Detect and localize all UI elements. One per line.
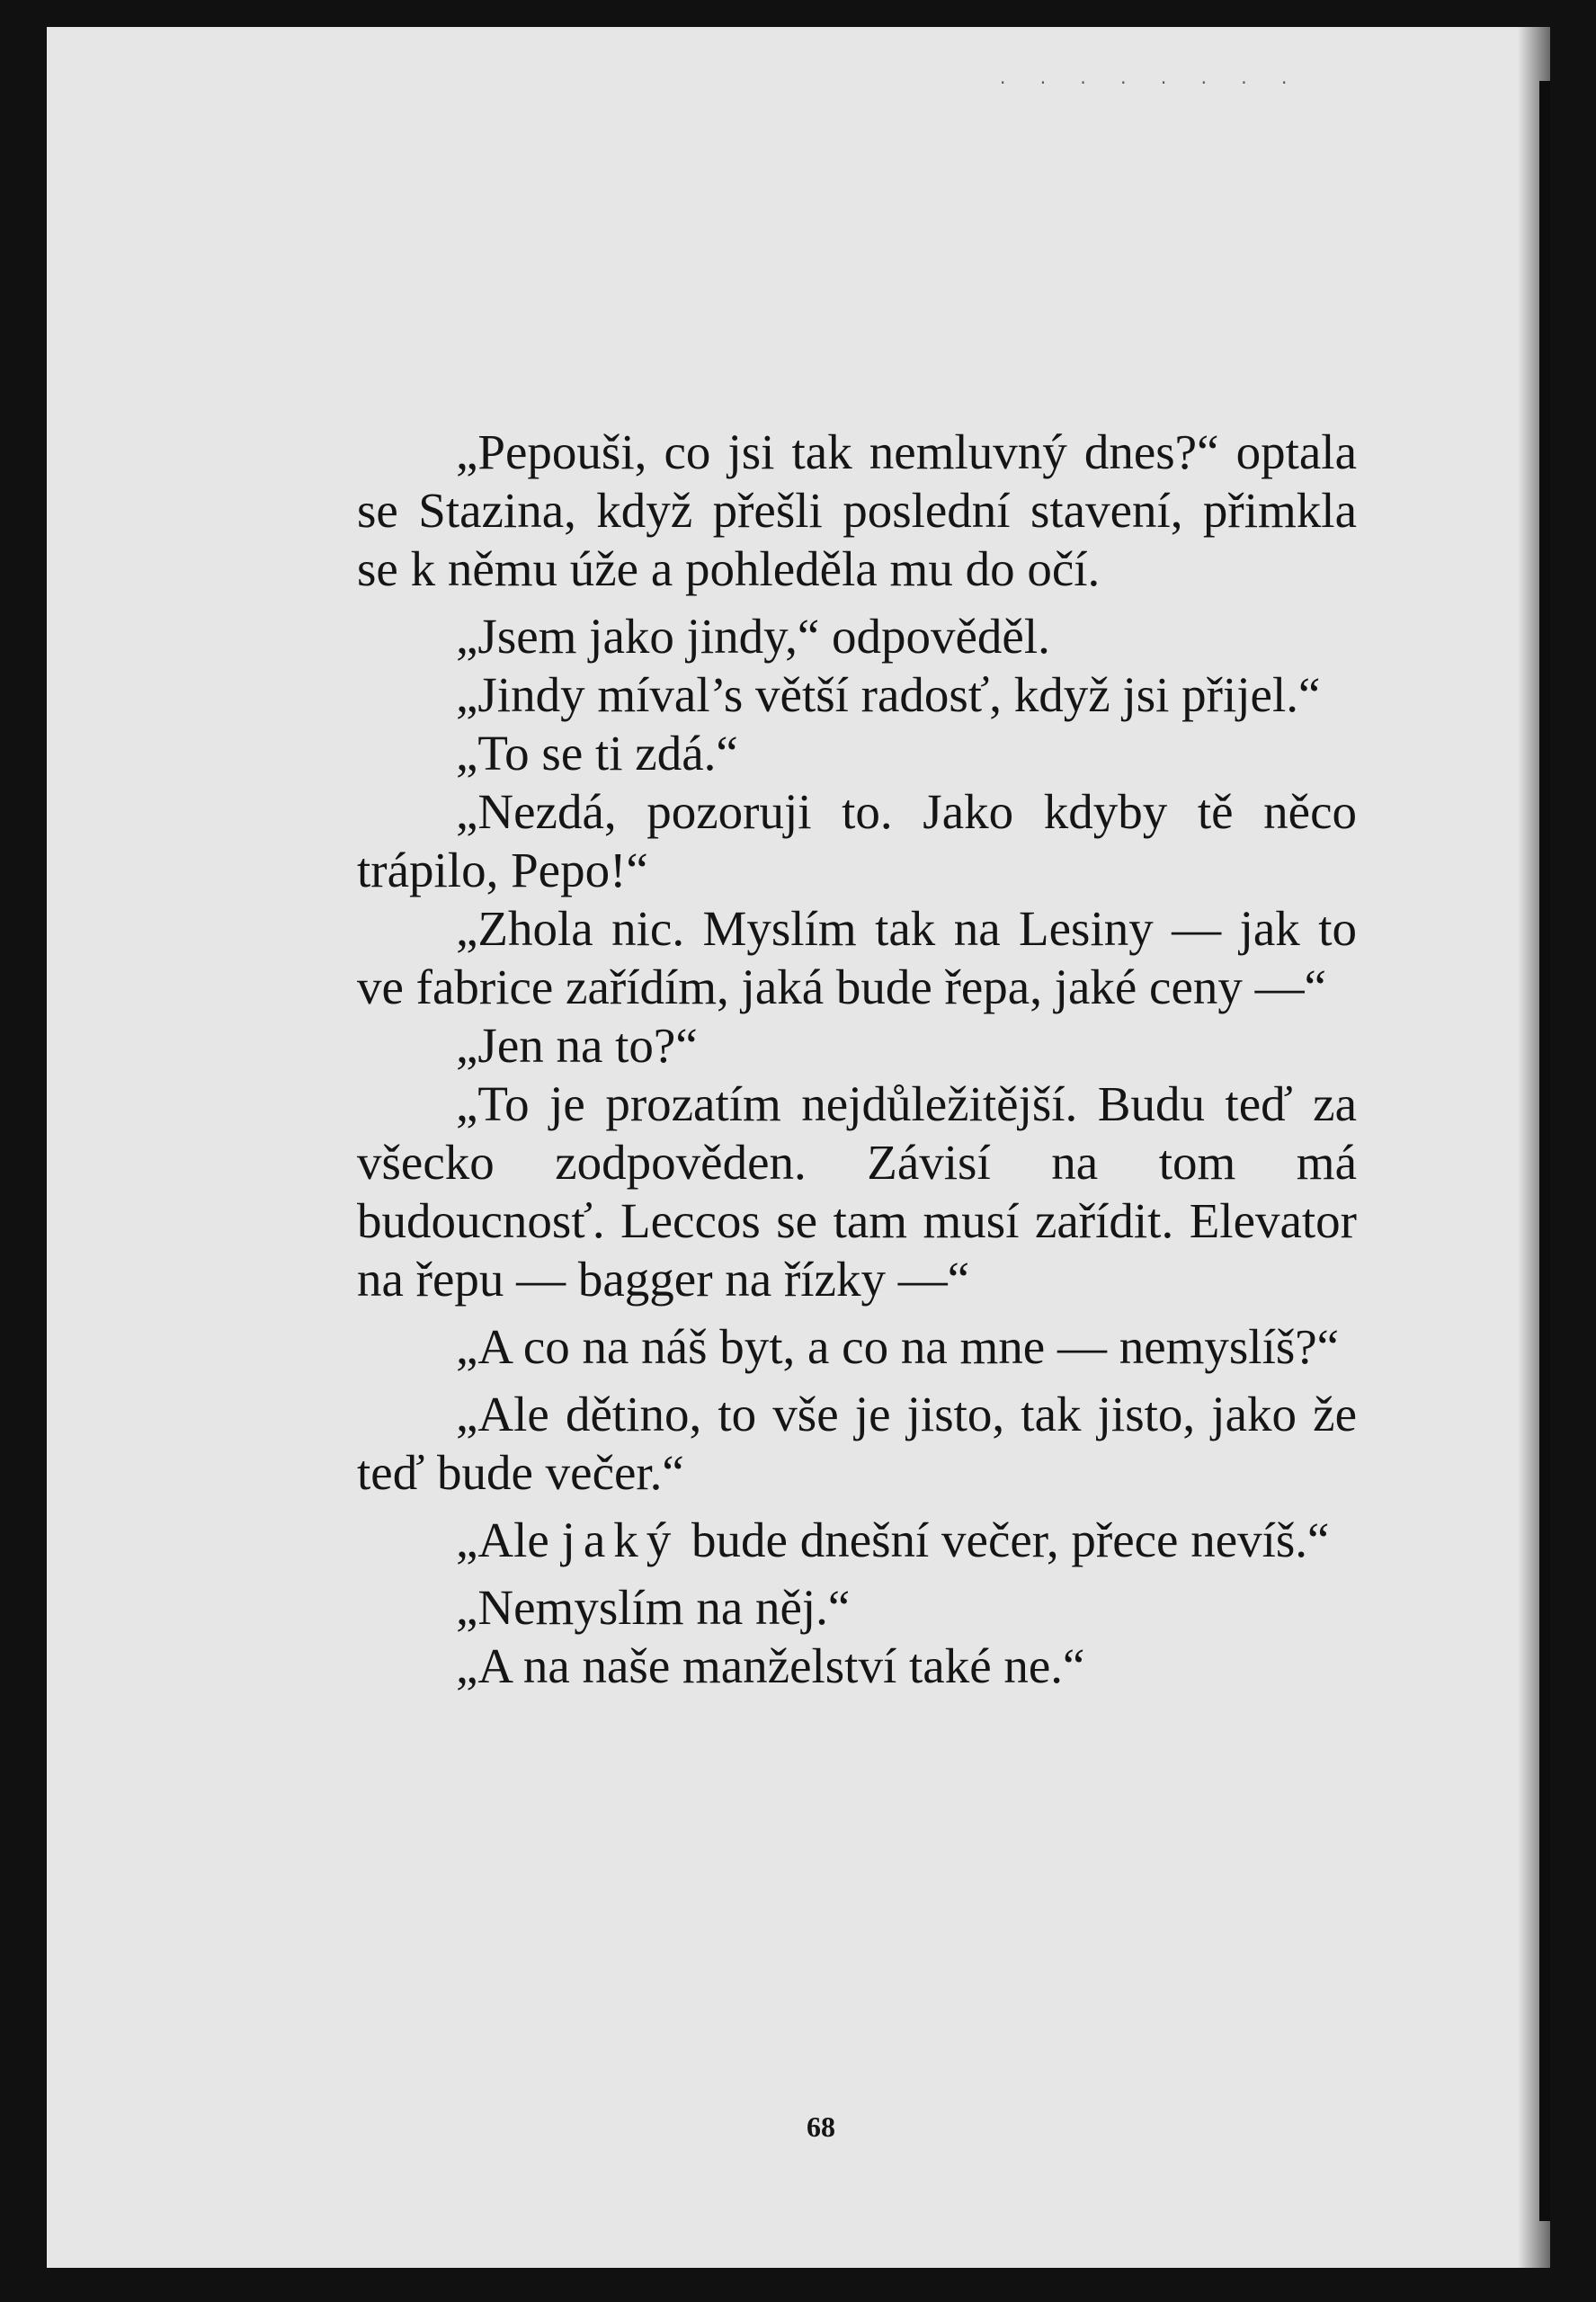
paragraph-5: „Nezdá, pozoruji to. Jako kdyby tě něco trápilo, Pepo!“ (357, 784, 1357, 897)
emphasized-word: jaký (561, 1512, 680, 1567)
paragraph-10: „Ale dětino, to vše je jisto, tak jisto, jako že teď bude večer.“ (357, 1387, 1357, 1500)
paragraph-9: „A co na náš byt, a co na mne — nemyslíš?“ (456, 1319, 1340, 1374)
book-page (47, 27, 1550, 2268)
paragraph-2: „Jsem jako jindy,“ odpověděl. (456, 609, 1050, 664)
paragraph-8: „To je prozatím nejdůležitější. Budu teď za všecko zodpověden. Závisí na tom má budoucnosť. Leccos se tam musí zařídit. Elevator na řepu — bagger na řízky —“ (357, 1076, 1357, 1307)
paragraph-11 (357, 1511, 1357, 1569)
page-edge (1539, 81, 1550, 2221)
paragraph-13: „A na naše manželství také ne.“ (456, 1638, 1085, 1693)
page-number: 68 (807, 2110, 835, 2143)
body-text (357, 423, 1357, 1695)
paragraph-1: „Pepouši, co jsi tak nemluvný dnes?“ optala se Stazina, když přešli poslední stavení, přimkla se k němu úže a pohleděla mu do očí. (357, 424, 1357, 596)
paragraph-6: „Zhola nic. Myslím tak na Lesiny — jak to ve fabrice zařídím, jaká bude řepa, jaké ceny —“ (357, 901, 1357, 1014)
paragraph-7: „Jen na to?“ (456, 1018, 698, 1073)
paragraph-12: „Nemyslím na něj.“ (456, 1580, 851, 1635)
paragraph-3: „Jindy míval’s větší radosť, když jsi přijel.“ (456, 667, 1321, 722)
paragraph-4: „To se ti zdá.“ (456, 726, 738, 781)
paragraph-11-end: bude dnešní večer, přece nevíš.“ (679, 1512, 1330, 1567)
scan-artifact-dots: · · · · · · · · (1000, 72, 1302, 94)
paragraph-11-start: „Ale (456, 1512, 562, 1567)
